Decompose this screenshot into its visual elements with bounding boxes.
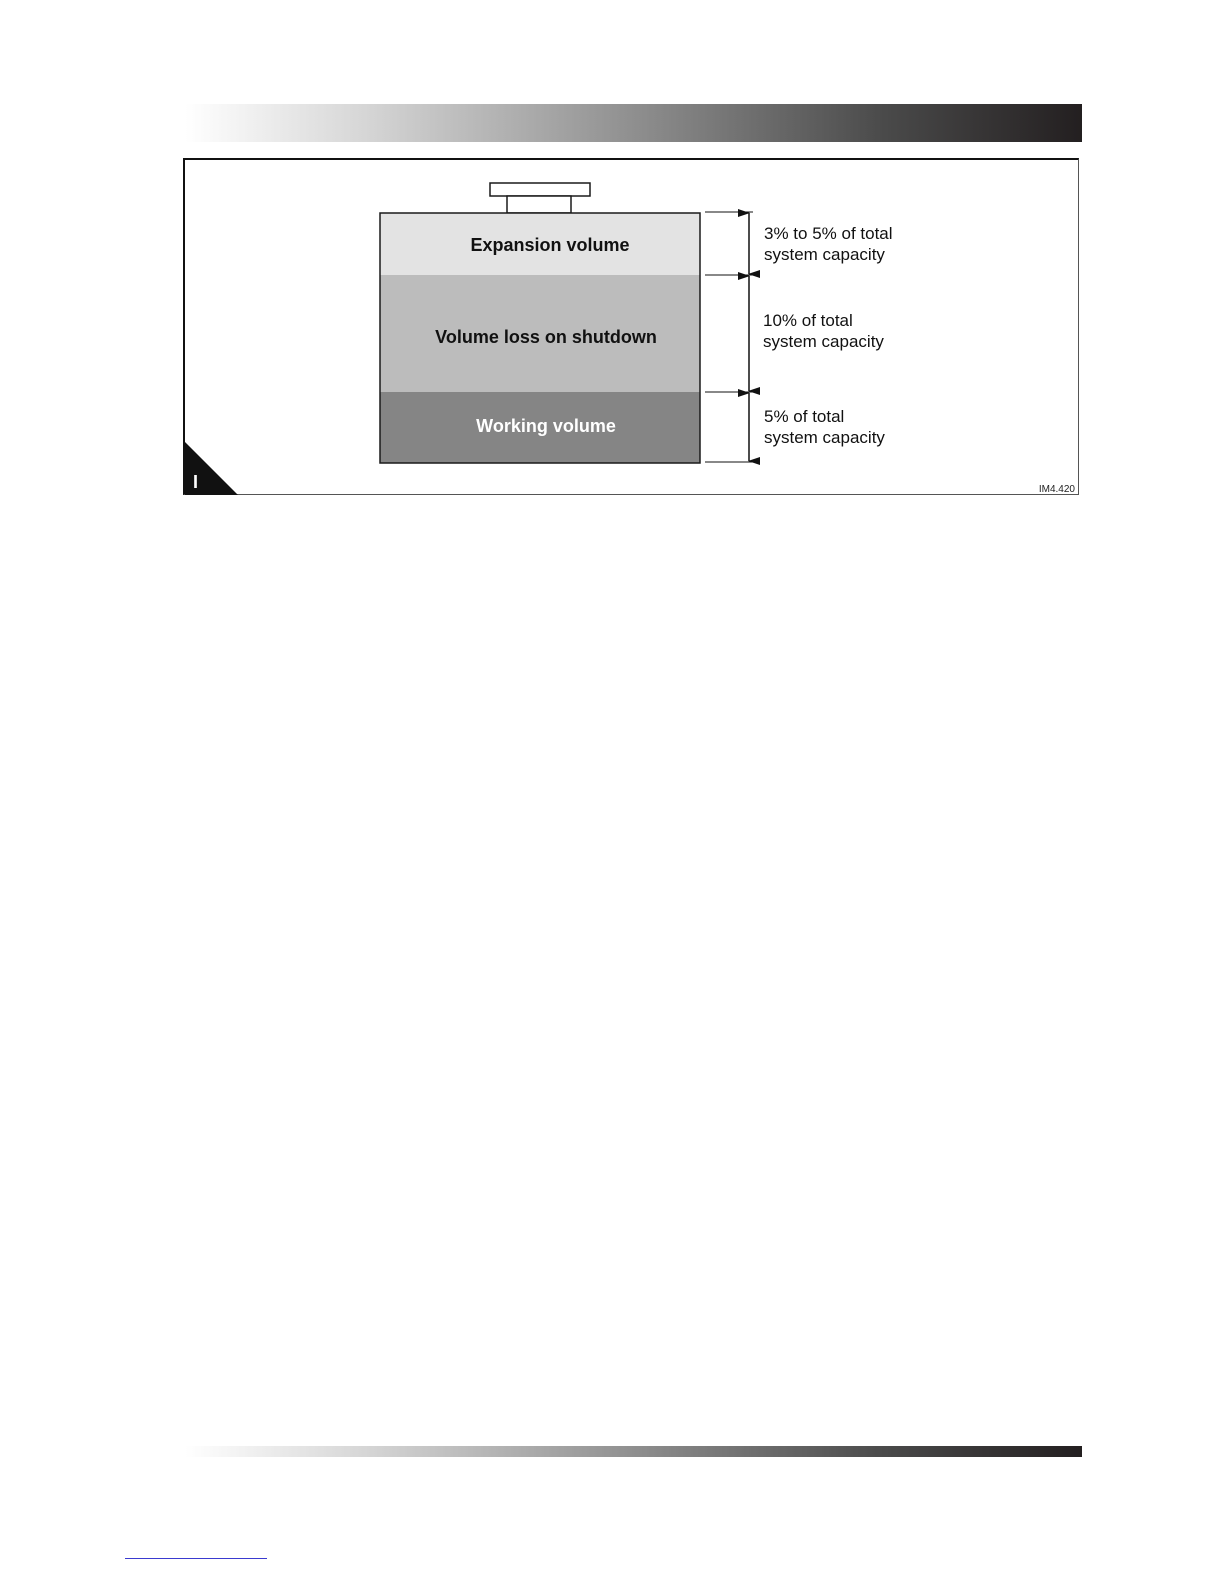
corner-marker-label: I (193, 472, 199, 492)
working-capacity-line2: system capacity (764, 428, 885, 447)
volume-loss-label: Volume loss on shutdown (435, 327, 657, 347)
expansion-volume-label: Expansion volume (470, 235, 630, 255)
footer-link-underline[interactable] (125, 1558, 267, 1559)
working-volume-label: Working volume (476, 416, 616, 436)
tank-cap (490, 183, 590, 196)
footer-gradient-bar (185, 1446, 1082, 1457)
figure-frame (183, 158, 1079, 495)
shutdown-capacity-line1: 10% of total (763, 311, 853, 330)
header-gradient-bar (185, 104, 1082, 142)
tank-neck (507, 196, 571, 213)
working-capacity-line1: 5% of total (764, 407, 845, 426)
expansion-capacity-line1: 3% to 5% of total (764, 224, 893, 243)
figure-id-label: IM4.420 (1038, 484, 1075, 495)
shutdown-capacity-line2: system capacity (763, 332, 884, 351)
expansion-capacity-line2: system capacity (764, 245, 885, 264)
tank-volume-diagram (185, 160, 1079, 495)
